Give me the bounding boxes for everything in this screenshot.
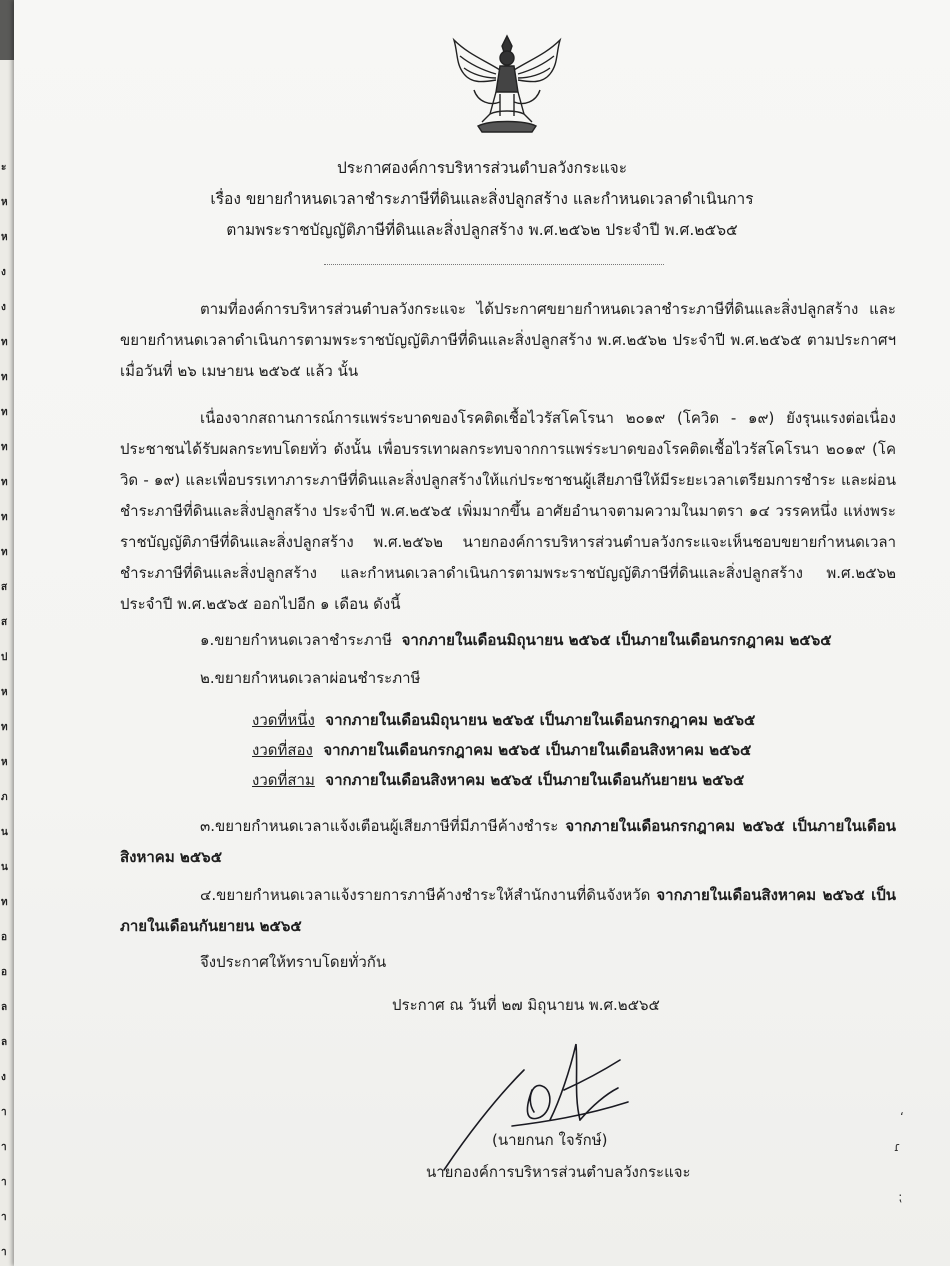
paragraph-2: เนื่องจากสถานการณ์การแพร่ระบาดของโรคติดเชื้อไวรัสโคโรนา ๒๐๑๙ (โควิด - ๑๙) ยังรุนแรงต่อเนื่อง ประชาชนได้รับผลกระทบโดยทั่ว ดังนั้น เพื่อบรรเทาผลกระทบจากการแพร่ระบาดของโรคติดเชื้อไวรัสโคโรนา ๒๐๑๙ (โควิด - ๑๙) และเพื่อบรรเทาภาระภาษีที่ดินและสิ่งปลูกสร้างให้แก่ประชาชนผู้เสียภาษีให้มีระยะเวลาเตรียมการชำระ และผ่อนชำระภาษีที่ดินและสิ่งปลูกสร้าง ประจำปี พ.ศ.๒๕๖๕ เพิ่มมากขึ้น อาศัยอำนาจตามความในมาตรา ๑๔ วรรคหนึ่ง แห่งพระราชบัญญัติภาษีที่ดินและสิ่งปลูกสร้าง พ.ศ.๒๕๖๒ นายกองค์การบริหารส่วนตำบลวังกระแจะเห็นชอบขยายกำหนดเวลาชำระภาษีที่ดินและสิ่งปลูกสร้าง และกำหนดเวลาดำเนินการตามพระราชบัญญัติภาษีที่ดินและสิ่งปลูกสร้าง พ.ศ.๒๕๖๒ ประจำปี พ.ศ.๒๕๖๕ ออกไปอีก ๑ เดือน ดังนี้ (120, 409, 897, 613)
stray-mark: ɾ (894, 1140, 901, 1154)
item-3-period: จากภายในเดือนกรกฎาคม ๒๕๖๕ เป็นภายในเดือนสิงหาคม ๒๕๖๕ (120, 817, 896, 866)
stray-mark: ʻ (900, 1110, 904, 1124)
item-3-label: ๓.ขยายกำหนดเวลาแจ้งเตือนผู้เสียภาษีที่มีภาษีค้างชำระ (200, 817, 559, 835)
stray-mark: ⁏ (898, 1190, 903, 1204)
announcement-date: ประกาศ ณ วันที่ ๒๗ มิถุนายน พ.ศ.๒๕๖๕ (392, 996, 660, 1014)
item-1 (200, 628, 832, 652)
announcement-title: ประกาศองค์การบริหารส่วนตำบลวังกระแจะ (336, 159, 628, 177)
subject-line-2: ตามพระราชบัญญัติภาษีที่ดินและสิ่งปลูกสร้าง พ.ศ.๒๕๖๒ ประจำปี พ.ศ.๒๕๖๕ (226, 221, 738, 239)
item-1-label: ๑.ขยายกำหนดเวลาชำระภาษี (200, 631, 393, 649)
announcement-document (14, 0, 950, 1266)
handwritten-signature (414, 1030, 674, 1180)
item-2: ๒.ขยายกำหนดเวลาผ่อนชำระภาษี (200, 669, 421, 687)
installment-name: งวดที่สาม (252, 771, 315, 789)
installment-3 (252, 768, 744, 792)
closing-statement: จึงประกาศให้ทราบโดยทั่วกัน (200, 953, 387, 971)
installment-name: งวดที่หนึ่ง (252, 711, 315, 729)
installment-period: จากภายในเดือนกรกฎาคม ๒๕๖๕ เป็นภายในเดือนสิงหาคม ๒๕๖๕ (323, 741, 752, 759)
signatory-position: นายกองค์การบริหารส่วนตำบลวังกระแจะ (426, 1163, 691, 1181)
subject-line: เรื่อง ขยายกำหนดเวลาชำระภาษีที่ดินและสิ่งปลูกสร้าง และกำหนดเวลาดำเนินการ (210, 190, 754, 208)
installment-2 (252, 738, 751, 762)
item-4-period: จากภายในเดือนสิงหาคม ๒๕๖๕ เป็นภายในเดือนกันยายน ๒๕๖๕ (120, 886, 896, 935)
dotted-separator (324, 264, 664, 265)
garuda-emblem (444, 30, 570, 138)
item-4 (120, 880, 896, 942)
item-3 (120, 811, 896, 873)
installment-period: จากภายในเดือนสิงหาคม ๒๕๖๕ เป็นภายในเดือนกันยายน ๒๕๖๕ (325, 771, 745, 789)
underlying-page-edge: ะ ห ห ง ง ท ท ท ท ท ท ท ส ส ป ห ท ห ภ น น ท อ อ ล ล ง า า า า า (0, 60, 16, 1266)
installment-name: งวดที่สอง (252, 741, 313, 759)
signatory-name: (นายกนก ใจรักษ์) (492, 1131, 608, 1149)
item-1-period: จากภายในเดือนมิถุนายน ๒๕๖๕ เป็นภายในเดือนกรกฎาคม ๒๕๖๕ (401, 631, 832, 649)
installment-period: จากภายในเดือนมิถุนายน ๒๕๖๕ เป็นภายในเดือนกรกฎาคม ๒๕๖๕ (325, 711, 756, 729)
paragraph-1: ตามที่องค์การบริหารส่วนตำบลวังกระแจะ ได้ประกาศขยายกำหนดเวลาชำระภาษีที่ดินและสิ่งปลูกสร้าง และขยายกำหนดเวลาดำเนินการตามพระราชบัญญัติภาษีที่ดินและสิ่งปลูกสร้าง พ.ศ.๒๕๖๒ ประจำปี พ.ศ.๒๕๖๕ ตามประกาศฯ เมื่อวันที่ ๒๖ เมษายน ๒๕๖๕ แล้ว นั้น (120, 300, 896, 380)
item-4-label: ๔.ขยายกำหนดเวลาแจ้งรายการภาษีค้างชำระให้สำนักงานที่ดินจังหวัด (200, 886, 651, 904)
installment-1 (252, 708, 755, 732)
